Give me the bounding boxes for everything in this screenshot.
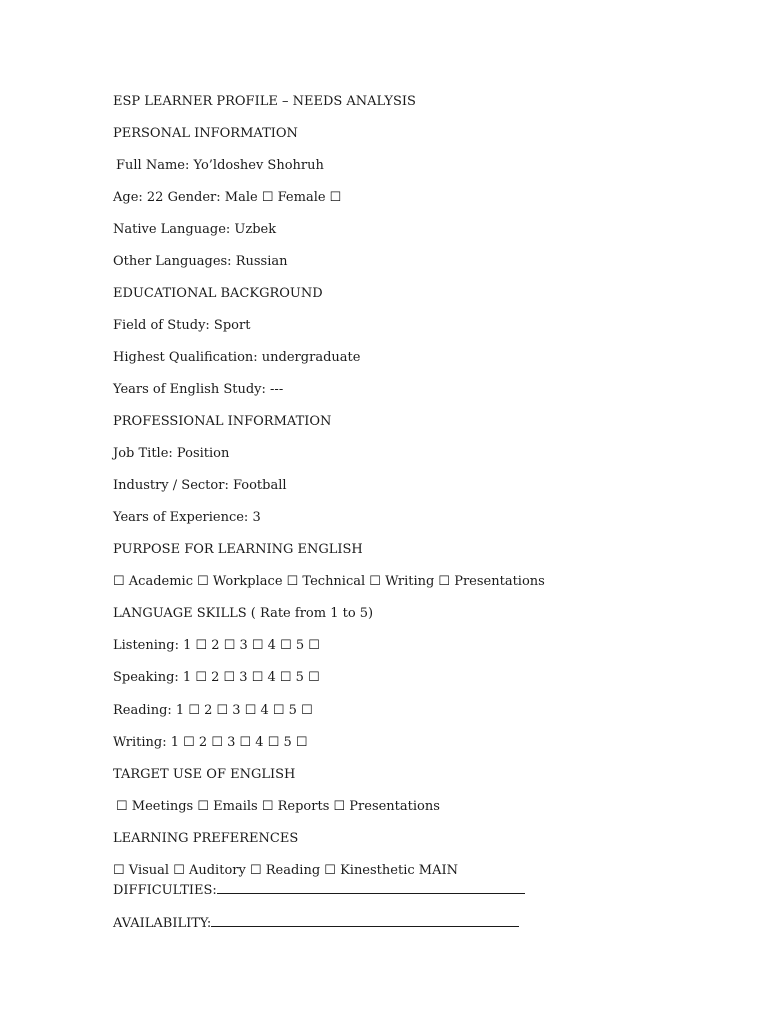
reading-rating: Reading: 1 ☐ 2 ☐ 3 ☐ 4 ☐ 5 ☐ (113, 703, 313, 718)
preferences-options: ☐ Visual ☐ Auditory ☐ Reading ☐ Kinesthetic MAIN (113, 863, 458, 878)
availability-blank-line (211, 914, 519, 927)
job-title-field: Job Title: Position (113, 446, 230, 461)
other-languages-field: Other Languages: Russian (113, 254, 288, 269)
section-heading-skills: LANGUAGE SKILLS ( Rate from 1 to 5) (113, 606, 374, 621)
native-language-field: Native Language: Uzbek (113, 222, 277, 237)
writing-rating: Writing: 1 ☐ 2 ☐ 3 ☐ 4 ☐ 5 ☐ (113, 735, 308, 750)
section-heading-preferences: LEARNING PREFERENCES (113, 831, 299, 846)
purpose-options: ☐ Academic ☐ Workplace ☐ Technical ☐ Writing ☐ Presentations (113, 574, 545, 589)
qualification-field: Highest Qualification: undergraduate (113, 350, 361, 365)
field-of-study-field: Field of Study: Sport (113, 318, 251, 333)
experience-field: Years of Experience: 3 (113, 510, 261, 525)
document-title: ESP LEARNER PROFILE – NEEDS ANALYSIS (113, 94, 416, 109)
industry-field: Industry / Sector: Football (113, 478, 287, 493)
availability-row (113, 914, 519, 932)
target-use-options: ☐ Meetings ☐ Emails ☐ Reports ☐ Presentations (116, 799, 440, 814)
years-english-field: Years of English Study: --- (113, 382, 284, 397)
age-gender-field: Age: 22 Gender: Male ☐ Female ☐ (113, 190, 342, 205)
difficulties-row (113, 881, 525, 899)
section-heading-target-use: TARGET USE OF ENGLISH (113, 767, 296, 782)
difficulties-label: DIFFICULTIES: (113, 883, 217, 898)
section-heading-professional: PROFESSIONAL INFORMATION (113, 414, 332, 429)
availability-label: AVAILABILITY: (113, 916, 212, 931)
full-name-field: Full Name: Yo’ldoshev Shohruh (116, 158, 324, 173)
difficulties-blank-line (217, 881, 525, 894)
section-heading-personal: PERSONAL INFORMATION (113, 126, 298, 141)
speaking-rating: Speaking: 1 ☐ 2 ☐ 3 ☐ 4 ☐ 5 ☐ (113, 670, 320, 685)
listening-rating: Listening: 1 ☐ 2 ☐ 3 ☐ 4 ☐ 5 ☐ (113, 638, 320, 653)
section-heading-purpose: PURPOSE FOR LEARNING ENGLISH (113, 542, 363, 557)
section-heading-education: EDUCATIONAL BACKGROUND (113, 286, 323, 301)
